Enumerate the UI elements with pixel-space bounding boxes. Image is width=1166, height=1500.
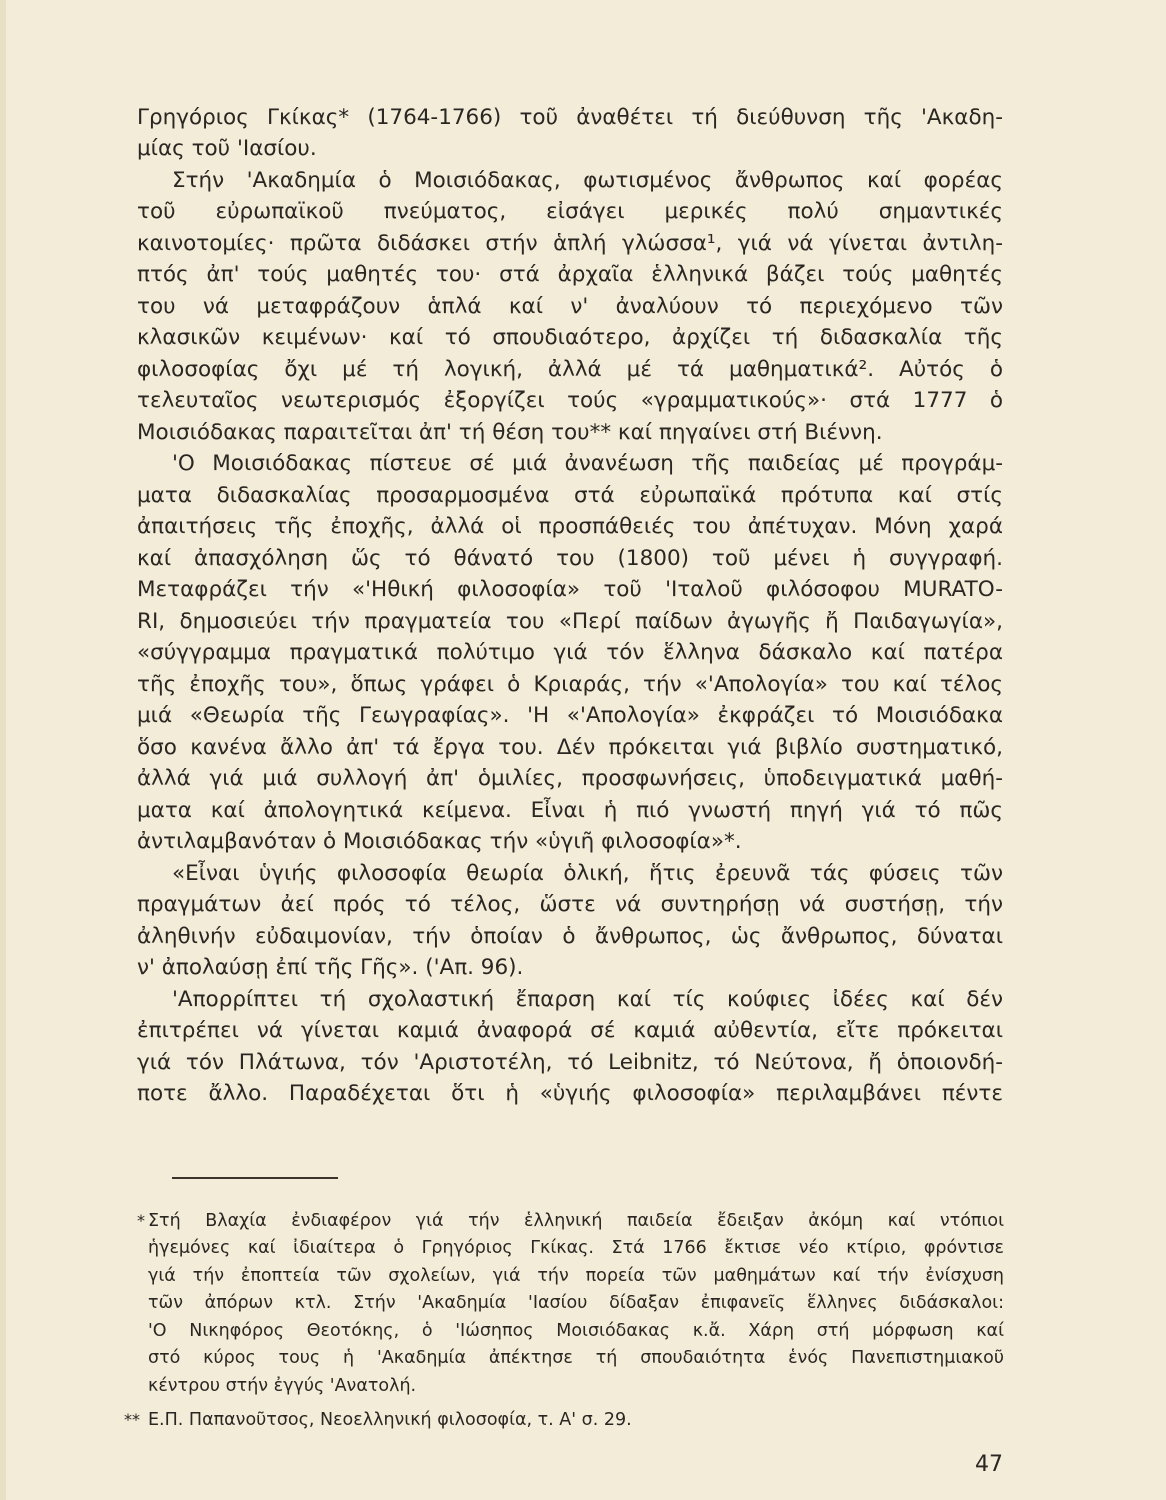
body-line: 'Απορρίπτει τή σχολαστική ἔπαρση καί τίς κούφιες ἰδέες καί δέν bbox=[172, 987, 1003, 1012]
body-line: ἀντιλαμβανόταν ὁ Μοισιόδακας τήν «ὑγιῆ φιλοσοφία»*. bbox=[137, 829, 742, 854]
footnote-marker: ** bbox=[124, 1410, 140, 1429]
body-line: πτός ἀπ' τούς μαθητές του· στά ἀρχαῖα ἑλληνικά βάζει τούς μαθητές bbox=[137, 262, 1003, 287]
body-line: ματα διδασκαλίας προσαρμοσμένα στά εὐρωπαϊκά πρότυπα καί στίς bbox=[137, 483, 1003, 508]
footnote-line: Ε.Π. Παπανοῦτσος, Νεοελληνική φιλοσοφία, τ. Α' σ. 29. bbox=[148, 1410, 632, 1430]
body-line: τῆς ἐποχῆς του», ὅπως γράφει ὁ Κριαράς, τήν «'Απολογία» του καί τέλος bbox=[137, 672, 1003, 697]
body-line: ν' ἀπολαύσῃ ἐπί τῆς Γῆς». ('Απ. 96). bbox=[137, 955, 524, 980]
body-line: τελευταῖος νεωτερισμός ἐξοργίζει τούς «γραμματικούς»· στά 1777 ὁ bbox=[137, 388, 1003, 413]
body-line: Γρηγόριος Γκίκας* (1764-1766) τοῦ ἀναθέτει τή διεύθυνση τῆς 'Ακαδη- bbox=[137, 105, 1003, 130]
body-line: «σύγγραμμα πραγματικά πολύτιμο γιά τόν ἕλληνα δάσκαλο καί πατέρα bbox=[137, 640, 1003, 665]
body-line: γιά τόν Πλάτωνα, τόν 'Αριστοτέλη, τό Leibnitz, τό Νεύτονα, ἤ ὁποιονδή- bbox=[137, 1050, 1003, 1075]
body-line: ἐπιτρέπει νά γίνεται καμιά ἀναφορά σέ καμιά αὐθεντία, εἴτε πρόκειται bbox=[137, 1018, 1003, 1043]
body-line: ποτε ἄλλο. Παραδέχεται ὅτι ἡ «ὑγιής φιλοσοφία» περιλαμβάνει πέντε bbox=[137, 1081, 1003, 1106]
body-line: Στήν 'Ακαδημία ὁ Μοισιόδακας, φωτισμένος ἄνθρωπος καί φορέας bbox=[172, 168, 1003, 193]
body-line: RI, δημοσιεύει τήν πραγματεία του «Περί παίδων ἀγωγῆς ἤ Παιδαγωγία», bbox=[137, 609, 1003, 634]
body-line: μιά «Θεωρία τῆς Γεωγραφίας». 'Η «'Απολογία» ἐκφράζει τό Μοισιόδακα bbox=[137, 703, 1003, 728]
body-line: του νά μεταφράζουν ἁπλά καί ν' ἀναλύουν τό περιεχόμενο τῶν bbox=[137, 294, 1003, 319]
body-line: ὅσο κανένα ἄλλο ἀπ' τά ἔργα του. Δέν πρόκειται γιά βιβλίο συστηματικό, bbox=[137, 735, 1003, 760]
body-line: «Εἶναι ὑγιής φιλοσοφία θεωρία ὁλική, ἥτις ἐρευνᾶ τάς φύσεις τῶν bbox=[172, 861, 1003, 886]
footnote-line: τῶν ἀπόρων κτλ. Στήν 'Ακαδημία 'Ιασίου δίδαξαν ἐπιφανεῖς ἕλληνες διδάσκαλοι: bbox=[148, 1293, 1004, 1313]
body-line: κλασικῶν κειμένων· καί τό σπουδιαότερο, ἀρχίζει τή διδασκαλία τῆς bbox=[137, 325, 1003, 350]
footnote-line: 'Ο Νικηφόρος Θεοτόκης, ὁ 'Ιώσηπος Μοισιόδακας κ.ἄ. Χάρη στή μόρφωση καί bbox=[148, 1321, 1004, 1341]
body-line: ἀπαιτήσεις τῆς ἐποχῆς, ἀλλά οἱ προσπάθειές του ἀπέτυχαν. Μόνη χαρά bbox=[137, 514, 1003, 539]
body-line: Μοισιόδακας παραιτεῖται ἀπ' τή θέση του** καί πηγαίνει στή Βιέννη. bbox=[137, 420, 883, 445]
body-line: πραγμάτων ἀεί πρός τό τέλος, ὥστε νά συντηρήσῃ νά συστήσῃ, τήν bbox=[137, 892, 1003, 917]
body-line: ἀλλά γιά μιά συλλογή ἀπ' ὁμιλίες, προσφωνήσεις, ὑποδειγματικά μαθή- bbox=[137, 766, 1003, 791]
footnote-line: ἡγεμόνες καί ἰδιαίτερα ὁ Γρηγόριος Γκίκας. Στά 1766 ἔκτισε νέο κτίριο, φρόντισε bbox=[148, 1238, 1004, 1258]
body-line: τοῦ εὐρωπαϊκοῦ πνεύματος, εἰσάγει μερικές πολύ σημαντικές bbox=[137, 199, 1003, 224]
body-line: καί ἀπασχόληση ὥς τό θάνατό του (1800) τοῦ μένει ἡ συγγραφή. bbox=[137, 546, 1003, 571]
footnote-marker: * bbox=[137, 1211, 145, 1230]
body-line: 'Ο Μοισιόδακας πίστευε σέ μιά ἀνανέωση τῆς παιδείας μέ προγράμ- bbox=[172, 451, 1003, 476]
body-line: ἀληθινήν εὐδαιμονίαν, τήν ὁποίαν ὁ ἄνθρωπος, ὡς ἄνθρωπος, δύναται bbox=[137, 924, 1003, 949]
body-line: ματα καί ἀπολογητικά κείμενα. Εἶναι ἡ πιό γνωστή πηγή γιά τό πῶς bbox=[137, 798, 1003, 823]
footnote-line: στό κύρος τους ἡ 'Ακαδημία ἀπέκτησε τή σπουδαιότητα ἑνός Πανεπιστημιακοῦ bbox=[148, 1348, 1004, 1368]
body-line: φιλοσοφίας ὄχι μέ τή λογική, ἀλλά μέ τά μαθηματικά². Αὐτός ὁ bbox=[137, 357, 1003, 382]
body-line: μίας τοῦ 'Ιασίου. bbox=[137, 136, 317, 161]
footnote-line: γιά τήν ἐποπτεία τῶν σχολείων, γιά τήν πορεία τῶν μαθημάτων καί τήν ἐνίσχυση bbox=[148, 1266, 1004, 1286]
page-edge-shadow bbox=[0, 0, 6, 1500]
footnote-separator bbox=[172, 1177, 338, 1179]
body-line: Μεταφράζει τήν «'Ηθική φιλοσοφία» τοῦ 'Ιταλοῦ φιλόσοφου MURATO- bbox=[137, 577, 1003, 602]
body-line: καινοτομίες· πρῶτα διδάσκει στήν ἁπλή γλώσσα¹, γιά νά γίνεται ἀντιλη- bbox=[137, 231, 1003, 256]
page-number: 47 bbox=[975, 1452, 1003, 1477]
footnote-line: Στή Βλαχία ἐνδιαφέρον γιά τήν ἑλληνική παιδεία ἔδειξαν ἀκόμη καί ντόπιοι bbox=[148, 1211, 1004, 1231]
footnote-line: κέντρου στήν ἐγγύς 'Ανατολή. bbox=[148, 1376, 417, 1396]
